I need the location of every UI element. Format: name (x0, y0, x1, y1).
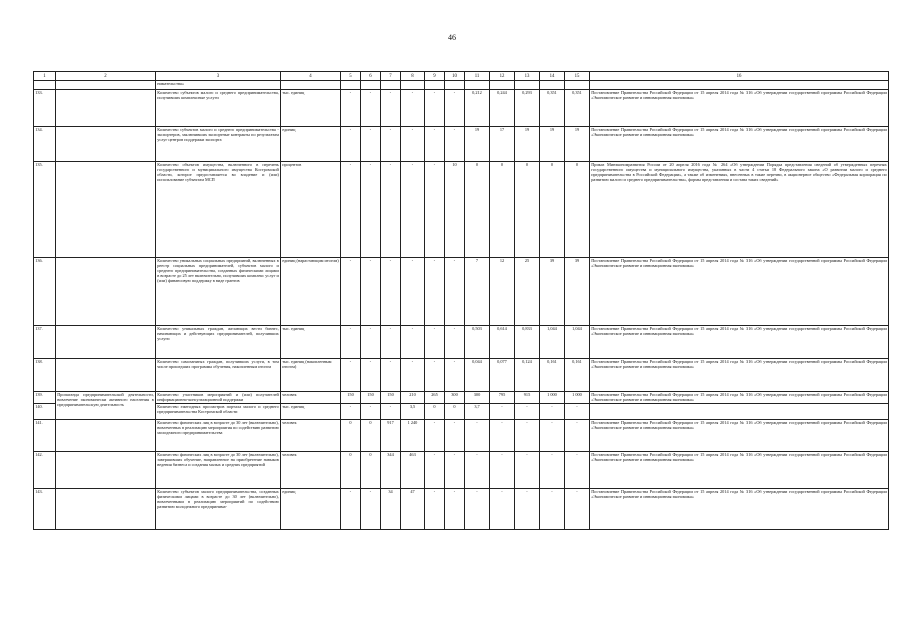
value-cell: - (445, 90, 465, 127)
value-cell: 19 (540, 127, 565, 162)
empty-cell (425, 81, 445, 90)
value-cell: - (341, 404, 361, 420)
indicator-name: Количество уникальных социальных предприятий, включенных в реестр социальных предпринимателей, субъектов малого и среднего предпринимательства, созданных физическими лицами в возрасте до 25 лет включительно, получивших комплекс услуг и (или) финансовую поддержку в виде грантов (156, 258, 281, 326)
empty-cell (401, 81, 425, 90)
value-cell: 10 (445, 162, 465, 258)
goal-cell: Пропаганда предпринимательской деятельности, вовлечение экономически активного населения в предпринимательскую деятельность (56, 392, 156, 420)
unit-cell: единиц (281, 127, 341, 162)
value-cell: - (381, 127, 401, 162)
unit-cell: единиц (нарастающим итогом) (281, 258, 341, 326)
indicator-name: Количество участников мероприятий и (или) получателей информационно-консультационной поддержки (157, 392, 279, 402)
unit-cell: человек (281, 392, 341, 404)
table-row (34, 420, 889, 452)
value-cell: - (465, 452, 490, 489)
column-header-13: 13 (515, 72, 540, 81)
source-cell: Постановление Правительства Российской Федерации от 15 апреля 2014 года № 316 «Об утверждении государственной программы Российской Федерации «Экономическое развитие и инновационная экономика» (590, 452, 889, 489)
value-cell: - (515, 404, 540, 420)
empty-cell (565, 81, 590, 90)
value-cell: 0,614 (490, 326, 515, 359)
value-cell: - (341, 359, 361, 392)
source-cell: Постановление Правительства Российской Федерации от 15 апреля 2014 года № 316 «Об утверждении государственной программы Российской Федерации «Экономическое развитие и инновационная экономика» (590, 90, 889, 127)
indicator-name: Количество субъектов малого предпринимательства, созданных физическими лицами в возрасте до 30 лет (включительно), вовлеченными в реализацию мероприятий по содействию развитию молодежного предпринима- (156, 489, 281, 530)
value-cell: 25 (515, 258, 540, 326)
row-number: 136. (34, 258, 56, 326)
empty-cell (281, 81, 341, 90)
column-header-6: 6 (361, 72, 381, 81)
value-cell: - (361, 359, 381, 392)
value-cell: 300 (465, 392, 490, 404)
empty-cell (540, 81, 565, 90)
value-cell: - (341, 489, 361, 530)
value-cell: 0 (465, 162, 490, 258)
source-cell: Постановление Правительства Российской Федерации от 15 апреля 2014 года № 316 «Об утверждении государственной программы Российской Федерации «Экономическое развитие и инновационная экономика» (590, 326, 889, 359)
value-cell: 150 (361, 392, 381, 404)
unit-cell: тыс. единиц (281, 404, 341, 420)
value-cell: - (401, 326, 425, 359)
column-header-15: 15 (565, 72, 590, 81)
value-cell: 19 (515, 127, 540, 162)
goal-cell (56, 420, 156, 452)
value-cell: 344 (381, 452, 401, 489)
table-row (34, 404, 889, 420)
goal-cell (56, 81, 156, 90)
value-cell: - (445, 489, 465, 530)
empty-cell (490, 81, 515, 90)
value-cell: 7 (465, 258, 490, 326)
goal-cell (56, 326, 156, 359)
indicator-name: Количество объектов имущества, включенного в перечень государственного и муниципального имущества Костромской области, которое предоставляется во владение и (или) использование субъектам МСП (156, 162, 281, 258)
value-cell: - (381, 162, 401, 258)
value-cell: 915 (515, 392, 540, 404)
value-cell: 0,244 (490, 90, 515, 127)
value-cell: 150 (381, 392, 401, 404)
column-header-10: 10 (445, 72, 465, 81)
value-cell: - (401, 359, 425, 392)
empty-cell (381, 81, 401, 90)
value-cell: - (540, 420, 565, 452)
empty-cell (445, 81, 465, 90)
unit-cell: тыс. единиц (281, 90, 341, 127)
value-cell: 0 (515, 162, 540, 258)
value-cell: 0 (341, 452, 361, 489)
value-cell: - (341, 162, 361, 258)
column-header-3: 3 (156, 72, 281, 81)
value-cell: - (381, 326, 401, 359)
value-cell: - (515, 420, 540, 452)
value-cell: - (381, 404, 401, 420)
value-cell: 463 (401, 452, 425, 489)
source-cell: Постановление Правительства Российской Федерации от 15 апреля 2014 года № 316 «Об утверждении государственной программы Российской Федерации «Экономическое развитие и инновационная экономика» (590, 359, 889, 392)
empty-cell (590, 81, 889, 90)
table-row (34, 452, 889, 489)
value-cell: - (515, 452, 540, 489)
value-cell: - (425, 162, 445, 258)
source-cell: Постановление Правительства Российской Федерации от 15 апреля 2014 года № 316 «Об утверждении государственной программы Российской Федерации «Экономическое развитие и инновационная экономика» (591, 392, 887, 402)
value-cell: - (361, 127, 381, 162)
unit-cell: человек (281, 452, 341, 489)
row-number: 139. (34, 392, 56, 404)
value-cell: - (425, 326, 445, 359)
value-cell: - (565, 452, 590, 489)
value-cell: 0 (540, 162, 565, 258)
value-cell: - (565, 420, 590, 452)
goal-cell (56, 258, 156, 326)
value-cell: 0,503 (465, 326, 490, 359)
value-cell: 0 (445, 404, 465, 420)
indicator-name: Количество субъектов малого и среднего предпринимательства, получивших комплексные услуги (156, 90, 281, 127)
value-cell: - (445, 359, 465, 392)
value-cell: 0 (490, 162, 515, 258)
column-header-7: 7 (381, 72, 401, 81)
table-row-continuation (34, 81, 889, 90)
value-cell: - (465, 420, 490, 452)
value-cell: - (341, 258, 361, 326)
table-row (34, 359, 889, 392)
value-cell: - (445, 326, 465, 359)
table-row (34, 162, 889, 258)
source-cell: Приказ Минэкономразвития России от 20 апреля 2016 года № 264 «Об утверждении Порядка представления сведений об утвержденных перечнях государственного имущества и муниципального имущества, указанных в части 4 статьи 18 Федерального закона «О развитии малого и среднего предпринимательства в Российской Федерации», а также об изменениях, внесенных в такие перечни, в акционерное общество «Федеральная корпорация по развитию малого и среднего предпринимательства», формы представления и состава таких сведений» (590, 162, 889, 258)
value-cell: 0,351 (540, 90, 565, 127)
column-header-8: 8 (401, 72, 425, 81)
value-cell: - (540, 489, 565, 530)
goal-cell (56, 452, 156, 489)
value-cell: 917 (381, 420, 401, 452)
row-number (34, 81, 56, 90)
goal-cell (56, 162, 156, 258)
source-cell: Постановление Правительства Российской Федерации от 15 апреля 2014 года № 316 «Об утверждении государственной программы Российской Федерации «Экономическое развитие и инновационная экономика» (590, 420, 889, 452)
value-cell: - (445, 127, 465, 162)
value-cell: - (425, 452, 445, 489)
value-cell: 0,293 (515, 90, 540, 127)
value-cell: - (341, 90, 361, 127)
value-cell: 0,351 (565, 90, 590, 127)
value-cell: - (401, 90, 425, 127)
value-cell: - (490, 420, 515, 452)
value-cell: 39 (565, 258, 590, 326)
value-cell: - (381, 359, 401, 392)
row-number: 137. (34, 326, 56, 359)
value-cell: 0 (565, 162, 590, 258)
goal-cell (56, 359, 156, 392)
value-cell: 19 (565, 127, 590, 162)
column-header-16: 16 (590, 72, 889, 81)
value-cell: - (425, 489, 445, 530)
value-cell: - (515, 489, 540, 530)
value-cell: 795 (490, 392, 515, 404)
value-cell: - (401, 127, 425, 162)
continuation-text: нимательства» (156, 81, 281, 90)
value-cell: 0,161 (565, 359, 590, 392)
value-cell: - (540, 452, 565, 489)
value-cell: - (490, 452, 515, 489)
unit-cell: тыс. единиц (накопленным итогом) (281, 359, 341, 392)
page-number: 46 (448, 33, 456, 42)
column-header-5: 5 (341, 72, 361, 81)
value-cell: - (361, 489, 381, 530)
value-cell: - (445, 420, 465, 452)
indicator-name: Количество самозанятых граждан, получивших услуги, в том числе прошедших программы обучения, накопленным итогом (156, 359, 281, 392)
value-cell: - (361, 326, 381, 359)
value-cell: 0,124 (515, 359, 540, 392)
empty-cell (465, 81, 490, 90)
value-cell: - (565, 404, 590, 420)
row-number: 140. (34, 404, 56, 420)
table-row (34, 90, 889, 127)
value-cell: 47 (401, 489, 425, 530)
empty-cell (361, 81, 381, 90)
value-cell: - (425, 127, 445, 162)
value-cell: - (381, 90, 401, 127)
value-cell: 0,077 (490, 359, 515, 392)
table-row (34, 489, 889, 530)
goal-cell (56, 90, 156, 127)
value-cell: 150 (341, 392, 361, 404)
indicators-table (33, 71, 889, 530)
value-cell: - (361, 258, 381, 326)
value-cell: 12 (490, 258, 515, 326)
unit-cell: единиц (281, 489, 341, 530)
column-header-12: 12 (490, 72, 515, 81)
indicator-name: Количество ежегодных просмотров портала малого и среднего предпринимательства Костромской области (156, 404, 281, 420)
unit-cell: тыс. единиц (281, 326, 341, 359)
value-cell: - (341, 326, 361, 359)
goal-cell (56, 489, 156, 530)
value-cell: - (445, 452, 465, 489)
row-number: 138. (34, 359, 56, 392)
value-cell: 0,044 (465, 359, 490, 392)
value-cell: - (361, 404, 381, 420)
value-cell: - (341, 127, 361, 162)
value-cell: 1 000 (565, 392, 590, 404)
table-row (34, 127, 889, 162)
value-cell: - (490, 489, 515, 530)
value-cell: - (445, 258, 465, 326)
value-cell: - (540, 404, 565, 420)
value-cell: - (361, 162, 381, 258)
source-cell: Постановление Правительства Российской Федерации от 15 апреля 2014 года № 316 «Об утверждении государственной программы Российской Федерации «Экономическое развитие и инновационная экономика» (590, 258, 889, 326)
table-row (34, 326, 889, 359)
value-cell: 1 240 (401, 420, 425, 452)
unit-cell: человек (281, 420, 341, 452)
value-cell: - (425, 359, 445, 392)
indicator-name: Количество уникальных граждан, желающих вести бизнес, начинающих и действующих предпринимателей, получивших услуги (156, 326, 281, 359)
column-header-9: 9 (425, 72, 445, 81)
value-cell: 0 (341, 420, 361, 452)
value-cell: 34 (381, 489, 401, 530)
value-cell: - (465, 489, 490, 530)
column-header-2: 2 (56, 72, 156, 81)
empty-cell (341, 81, 361, 90)
value-cell: 3,5 (401, 404, 425, 420)
value-cell: 39 (540, 258, 565, 326)
source-cell (590, 404, 889, 420)
row-number: 133. (34, 90, 56, 127)
indicator-name: Количество субъектов малого и среднего предпринимательства - экспортеров, заключивших экспортные контракты по результатам услуг центров поддержки экспорта (156, 127, 281, 162)
value-cell: - (490, 404, 515, 420)
value-cell: 19 (465, 127, 490, 162)
value-cell: 1,044 (565, 326, 590, 359)
column-header-1: 1 (34, 72, 56, 81)
column-number-row (34, 72, 889, 81)
value-cell: - (361, 90, 381, 127)
row-number: 135. (34, 162, 56, 258)
value-cell: 1,044 (540, 326, 565, 359)
value-cell: 0,161 (540, 359, 565, 392)
row-number: 134. (34, 127, 56, 162)
value-cell: - (425, 258, 445, 326)
value-cell: - (401, 258, 425, 326)
column-header-14: 14 (540, 72, 565, 81)
source-cell: Постановление Правительства Российской Федерации от 15 апреля 2014 года № 316 «Об утверждении государственной программы Российской Федерации «Экономическое развитие и инновационная экономика» (590, 127, 889, 162)
table-row (34, 258, 889, 326)
row-number: 142. (34, 452, 56, 489)
row-number: 141. (34, 420, 56, 452)
value-cell: 0 (425, 404, 445, 420)
value-cell: 265 (425, 392, 445, 404)
row-number: 143. (34, 489, 56, 530)
value-cell: 1 000 (540, 392, 565, 404)
value-cell: 0 (361, 420, 381, 452)
value-cell: 3,7 (465, 404, 490, 420)
source-cell: Постановление Правительства Российской Федерации от 15 апреля 2014 года № 316 «Об утверждении государственной программы Российской Федерации «Экономическое развитие и инновационная экономика» (590, 489, 889, 530)
value-cell: - (425, 420, 445, 452)
value-cell: 300 (445, 392, 465, 404)
goal-cell (56, 127, 156, 162)
value-cell: - (565, 489, 590, 530)
value-cell: - (381, 258, 401, 326)
value-cell: - (401, 162, 425, 258)
value-cell: 210 (401, 392, 425, 404)
table-row (34, 392, 889, 404)
empty-cell (515, 81, 540, 90)
unit-cell: процентов (281, 162, 341, 258)
value-cell: 17 (490, 127, 515, 162)
column-header-4: 4 (281, 72, 341, 81)
indicator-name: Количество физических лиц в возрасте до 30 лет (включительно), завершивших обучение, направленное на приобретение навыков ведения бизнеса и создания малых и средних предприятий (156, 452, 281, 489)
indicator-name: Количество физических лиц в возрасте до 30 лет (включительно), вовлеченных в реализацию мероприятия по содействию развитию молодежного предпринимательства (156, 420, 281, 452)
value-cell: - (425, 90, 445, 127)
value-cell: 0,212 (465, 90, 490, 127)
column-header-11: 11 (465, 72, 490, 81)
value-cell: 0 (361, 452, 381, 489)
value-cell: 0,833 (515, 326, 540, 359)
